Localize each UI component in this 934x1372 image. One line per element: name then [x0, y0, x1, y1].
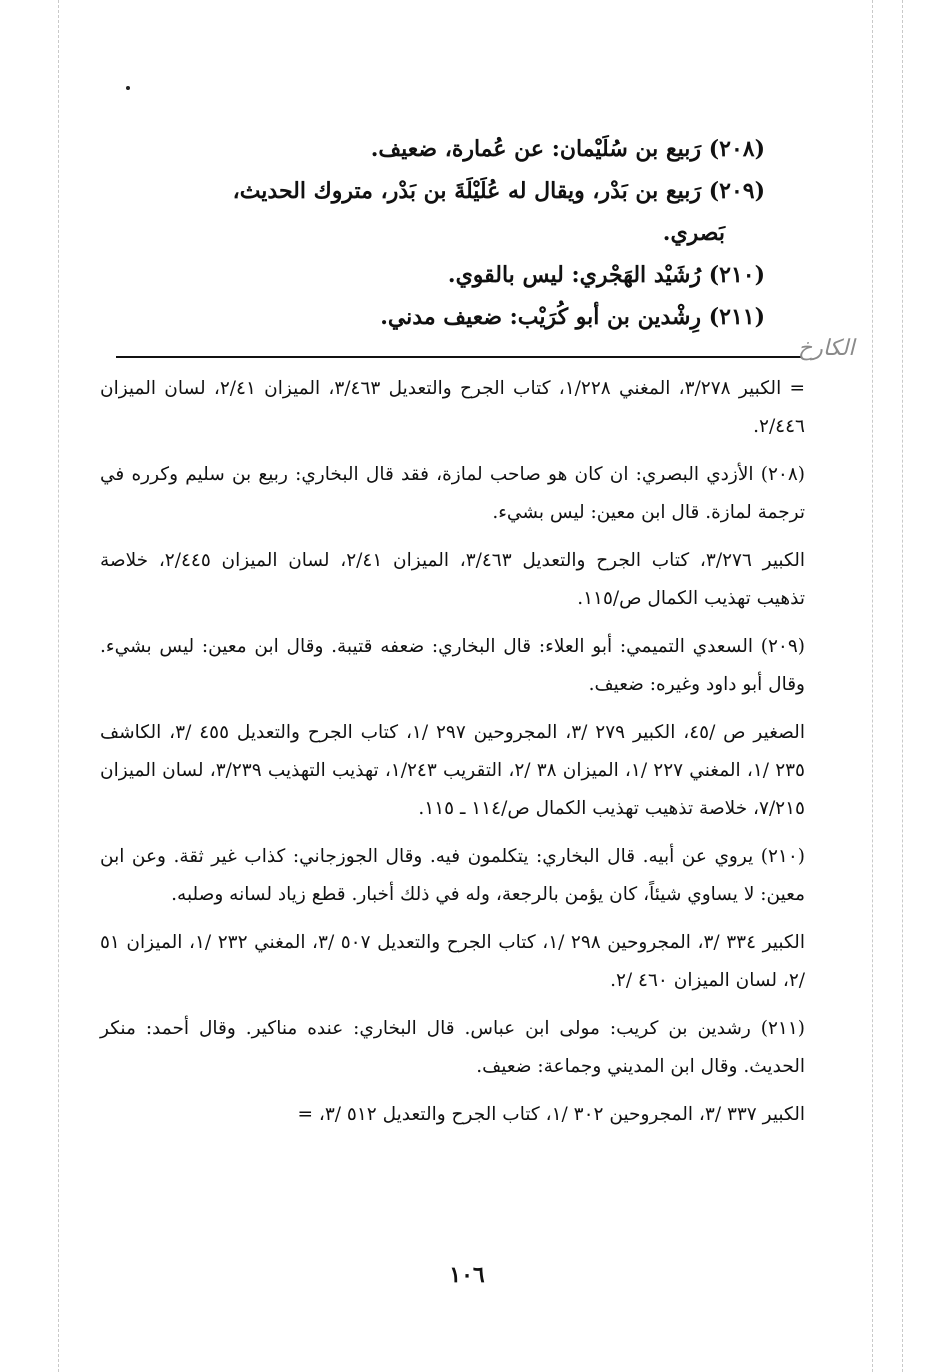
page-number: ١٠٦: [449, 1262, 485, 1288]
entry-210: (٢١٠) رُشَيْد الهَجْري: ليس بالقوي.: [447, 262, 765, 288]
entry-209-continuation: بَصري.: [662, 220, 725, 246]
footnote-211-refs: الكبير ٣٣٧ /٣، المجروحين ٣٠٢ /١، كتاب الجرح والتعديل ٥١٢ /٣، =: [297, 1104, 805, 1125]
main-entries: [100, 128, 765, 338]
footnote-208-refs: الكبير ٣/٢٧٦، كتاب الجرح والتعديل ٣/٤٦٣، الميزان ٢/٤١، لسان الميزان ٢/٤٤٥، خلاصة تذهيب تهذيب الكمال ص/١١٥.: [100, 550, 805, 609]
footnote-211: (٢١١) رشدين بن كريب: مولى ابن عباس. قال البخاري: عنده مناكير. وقال أحمد: منكر الحديث. وقال ابن المديني وجماعة: ضعيف.: [100, 1018, 805, 1077]
footnote-209: (٢٠٩) السعدي التميمي: أبو العلاء: قال البخاري: ضعفه قتيبة. وقال ابن معين: ليس بشيء. وقال أبو داود وغيره: ضعيف.: [100, 636, 805, 695]
entry-208: (٢٠٨) رَبيع بن سُلَيْمان: عن عُمارة، ضعيف.: [370, 136, 765, 162]
scan-guide-line: [872, 0, 873, 1372]
footnote-208: (٢٠٨) الأزدي البصري: ان كان هو صاحب لمازة، فقد قال البخاري: ربيع بن سليم وكرره في ترجمة لمازة. قال ابن معين: ليس بشيء.: [100, 464, 805, 523]
entry-211: (٢١١) رِشْدين بن أبو كُرَيْب: ضعيف مدني.: [380, 304, 765, 330]
entry-209: (٢٠٩) رَبيع بن بَدْر، ويقال له عُلَيْلَةَ بن بَدْر، متروك الحديث،: [232, 178, 765, 204]
footnote-210: (٢١٠) يروي عن أبيه. قال البخاري: يتكلمون فيه. وقال الجوزجاني: كذاب غير ثقة. وعن ابن معين: لا يساوي شيئاً، كان يؤمن بالرجعة، وله في ذلك أخبار. قطع زياد لسانه وصلبه.: [100, 846, 805, 905]
scan-guide-line: [58, 0, 59, 1372]
footnote-210-refs: الكبير ٣٣٤ /٣، المجروحين ٢٩٨ /١، كتاب الجرح والتعديل ٥٠٧ /٣، المغني ٢٣٢ /١، الميزان ٥١ /٢، لسان الميزان ٤٦٠ /٢.: [100, 932, 805, 991]
handwritten-margin-note: الكارخ: [798, 336, 855, 361]
scan-guide-line: [902, 0, 903, 1372]
footnote-separator: [116, 356, 801, 358]
footnote-continuation: = الكبير ٣/٢٧٨، المغني ١/٢٢٨، كتاب الجرح والتعديل ٣/٤٦٣، الميزان ٢/٤١، لسان الميزان ٢/٤٤٦.: [100, 378, 805, 437]
footnotes: [100, 370, 805, 1144]
footnote-209-refs: الصغير ص /٤٥، الكبير ٢٧٩ /٣، المجروحين ٢٩٧ /١، كتاب الجرح والتعديل ٤٥٥ /٣، الكاشف ٢٣٥ /١، المغني ٢٢٧ /١، الميزان ٣٨ /٢، التقريب ١/٢٤٣، تهذيب التهذيب ٣/٢٣٩، لسان الميزان ٧/٢١٥، خلاصة تذهيب تهذيب الكمال ص/١١٤ ـ ١١٥.: [100, 722, 805, 819]
scan-speck: [126, 86, 130, 90]
